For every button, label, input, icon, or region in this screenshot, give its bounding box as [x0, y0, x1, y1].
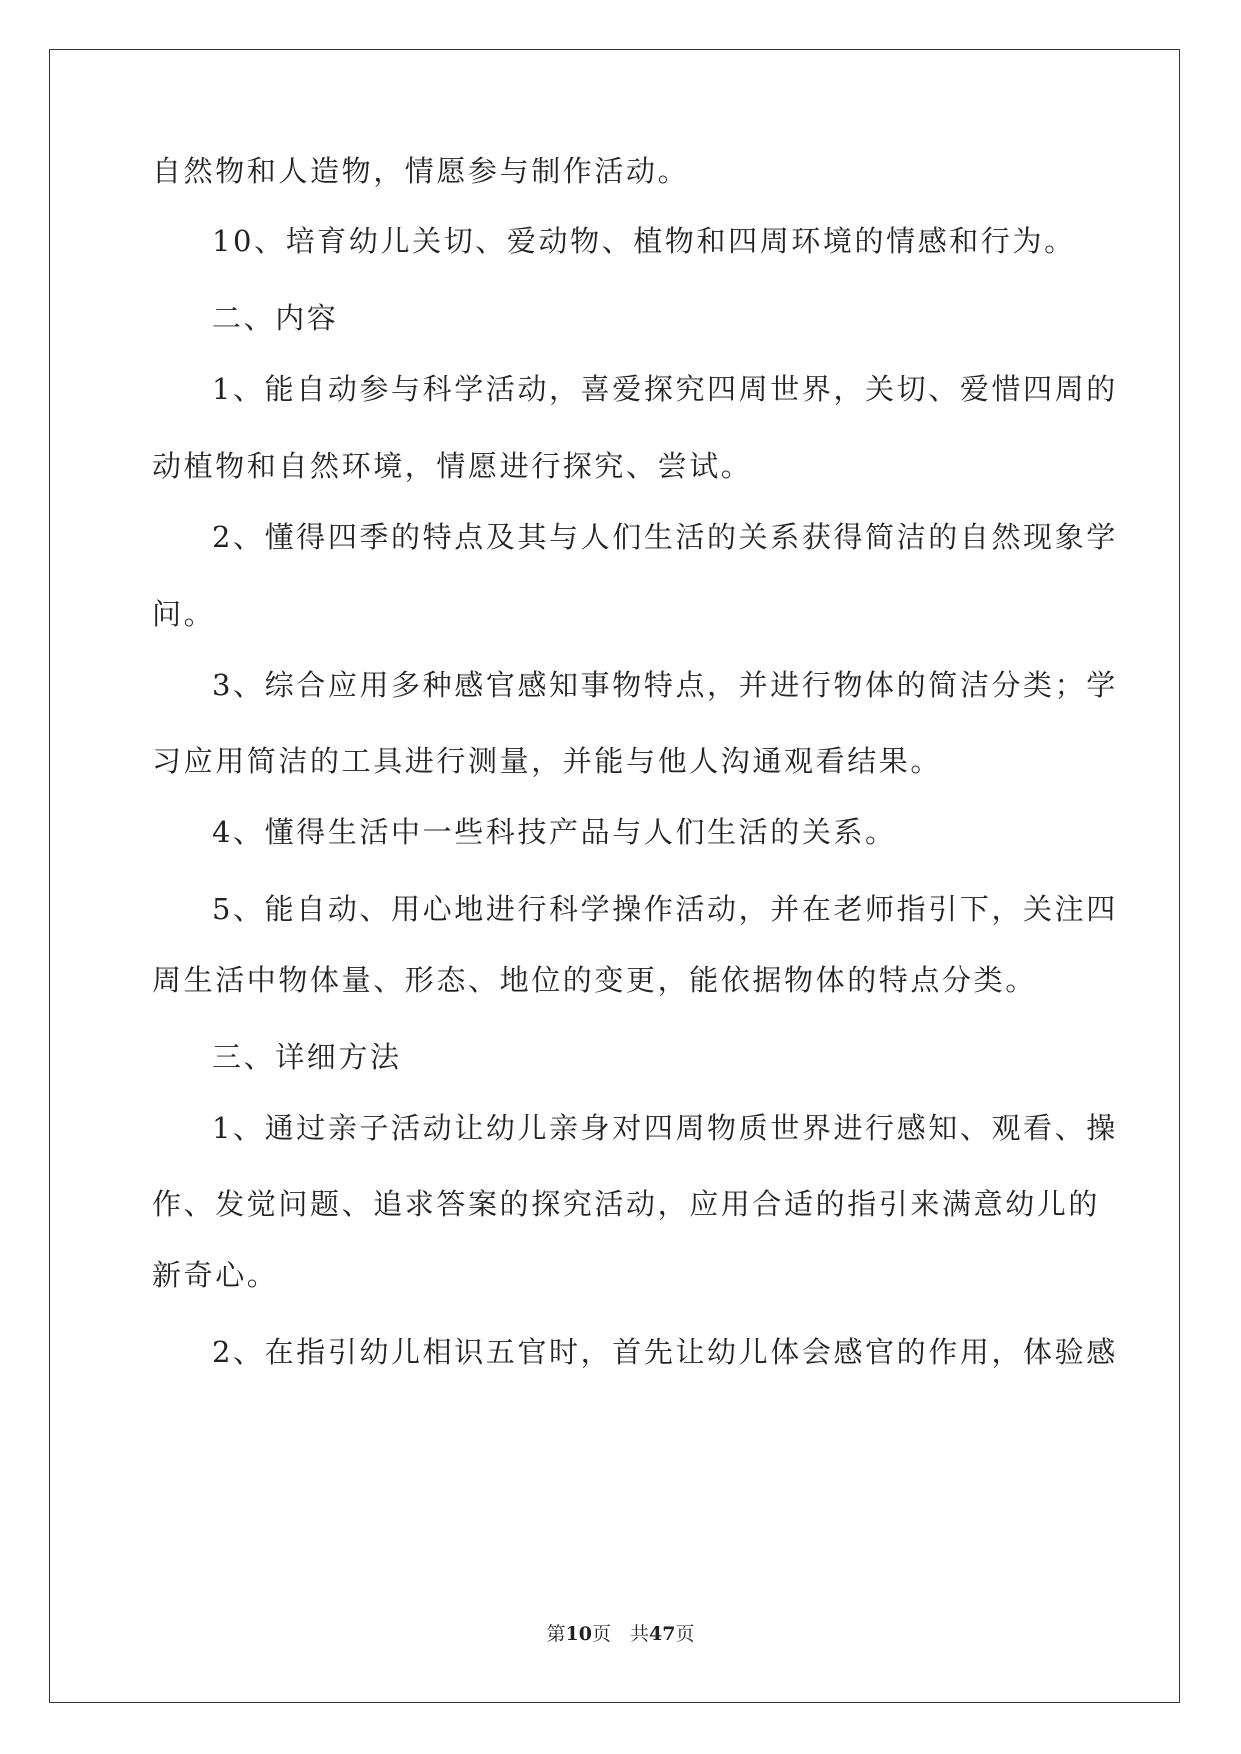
footer-middle: 页 共: [591, 1623, 649, 1645]
footer-prefix: 第: [546, 1623, 566, 1645]
footer-suffix: 页: [675, 1623, 695, 1645]
text-line-6: 2、懂得四季的特点及其与人们生活的关系获得简洁的自然现象学: [212, 520, 1118, 554]
text-line-9: 习应用简洁的工具进行测量，并能与他人沟通观看结果。: [152, 744, 943, 778]
text-line-15: 作、发觉问题、追求答案的探究活动，应用合适的指引来满意幼儿的: [152, 1187, 1101, 1221]
text-line-17: 2、在指引幼儿相识五官时，首先让幼儿体会感官的作用，体验感: [212, 1335, 1118, 1369]
page-footer: [0, 1622, 1241, 1646]
text-line-14: 1、通过亲子活动让幼儿亲身对四周物质世界进行感知、观看、操: [212, 1111, 1118, 1145]
section-heading-content: 二、内容: [212, 301, 339, 335]
section-heading-methods: 三、详细方法: [212, 1040, 402, 1074]
text-line-8: 3、综合应用多种感官感知事物特点，并进行物体的简洁分类；学: [212, 668, 1118, 702]
text-line-11: 5、能自动、用心地进行科学操作活动，并在老师指引下，关注四: [212, 892, 1118, 926]
footer-total-pages: 47: [649, 1623, 676, 1645]
text-line-7: 问。: [152, 597, 216, 631]
text-line-16: 新奇心。: [152, 1258, 279, 1292]
text-line-12: 周生活中物体量、形态、地位的变更，能依据物体的特点分类。: [152, 963, 1037, 997]
text-line-10: 4、懂得生活中一些科技产品与人们生活的关系。: [212, 815, 897, 849]
text-line-5: 动植物和自然环境，情愿进行探究、尝试。: [152, 449, 753, 483]
footer-page-number: 10: [565, 1623, 592, 1645]
text-line-2: 10、培育幼儿关切、爱动物、植物和四周环境的情感和行为。: [212, 224, 1076, 258]
text-line-4: 1、能自动参与科学活动，喜爱探究四周世界，关切、爱惜四周的: [212, 372, 1118, 406]
text-line-1: 自然物和人造物，情愿参与制作活动。: [152, 154, 690, 188]
